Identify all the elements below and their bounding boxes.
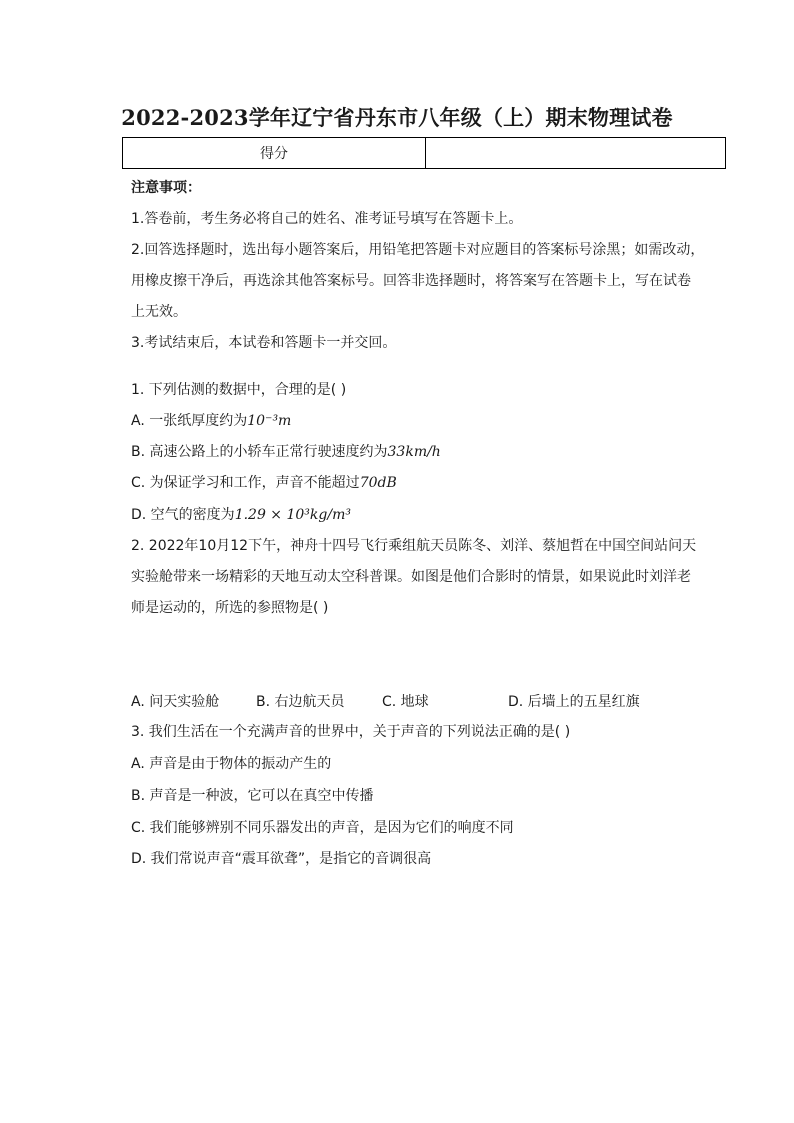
q3-stem: 3. 我们生活在一个充满声音的世界中，关于声音的下列说法正确的是( ) [131, 724, 571, 740]
q1-option-c-text: C. 为保证学习和工作，声音不能超过 [131, 475, 360, 491]
q1-option-d [131, 505, 351, 525]
q1-option-d-text: D. 空气的密度为 [131, 507, 235, 523]
q1-option-a [131, 411, 291, 431]
q1-option-a-math: 10⁻³m [247, 413, 292, 429]
q2-option-c: C. 地球 [382, 694, 429, 710]
q1-option-b-math: 33km/h [387, 444, 441, 460]
q1-stem: 1. 下列估测的数据中，合理的是( ) [131, 382, 347, 398]
q2-stem-line-1: 2. 2022年10月12下午，神舟十四号飞行乘组航天员陈冬、刘洋、蔡旭哲在中国空间站问天 [131, 538, 697, 554]
page-title: 2022-2023学年辽宁省丹东市八年级（上）期末物理试卷 [121, 105, 673, 130]
q2-option-d: D. 后墙上的五星红旗 [508, 694, 640, 710]
q2-option-a: A. 问天实验舱 [131, 694, 220, 710]
notice-item-2-line-2: 用橡皮擦干净后，再选涂其他答案标号。回答非选择题时，将答案写在答题卡上，写在试卷 [131, 273, 691, 289]
q1-option-a-text: A. 一张纸厚度约为 [131, 413, 248, 429]
q3-option-c: C. 我们能够辨别不同乐器发出的声音，是因为它们的响度不同 [131, 820, 514, 836]
notice-item-3: 3.考试结束后，本试卷和答题卡一并交回。 [131, 335, 397, 351]
q1-option-b [131, 442, 441, 462]
q2-stem-line-2: 实验舱带来一场精彩的天地互动太空科普课。如图是他们合影时的情景，如果说此时刘洋老 [131, 569, 691, 585]
notice-item-1: 1.答卷前，考生务必将自己的姓名、准考证号填写在答题卡上。 [131, 211, 523, 227]
notice-heading: 注意事项： [131, 180, 201, 196]
q1-option-c [131, 473, 397, 493]
notice-item-2-line-1: 2.回答选择题时，选出每小题答案后，用铅笔把答题卡对应题目的答案标号涂黑；如需改动， [131, 242, 705, 258]
q3-option-a: A. 声音是由于物体的振动产生的 [131, 756, 332, 772]
q3-option-d: D. 我们常说声音“震耳欲聋”，是指它的音调很高 [131, 851, 432, 867]
q2-option-b: B. 右边航天员 [256, 694, 345, 710]
notice-item-2-line-3: 上无效。 [131, 304, 187, 320]
q2-stem-line-3: 师是运动的，所选的参照物是( ) [131, 600, 329, 616]
score-label: 得分 [123, 138, 426, 169]
score-table [122, 137, 726, 169]
q1-option-b-text: B. 高速公路上的小轿车正常行驶速度约为 [131, 444, 388, 460]
q1-option-d-math: 1.29 × 10³kg/m³ [234, 507, 351, 523]
q3-option-b: B. 声音是一种波，它可以在真空中传播 [131, 788, 374, 804]
q2-options [0, 691, 794, 711]
score-value-cell [426, 138, 726, 169]
q1-option-c-math: 70dB [359, 475, 397, 491]
